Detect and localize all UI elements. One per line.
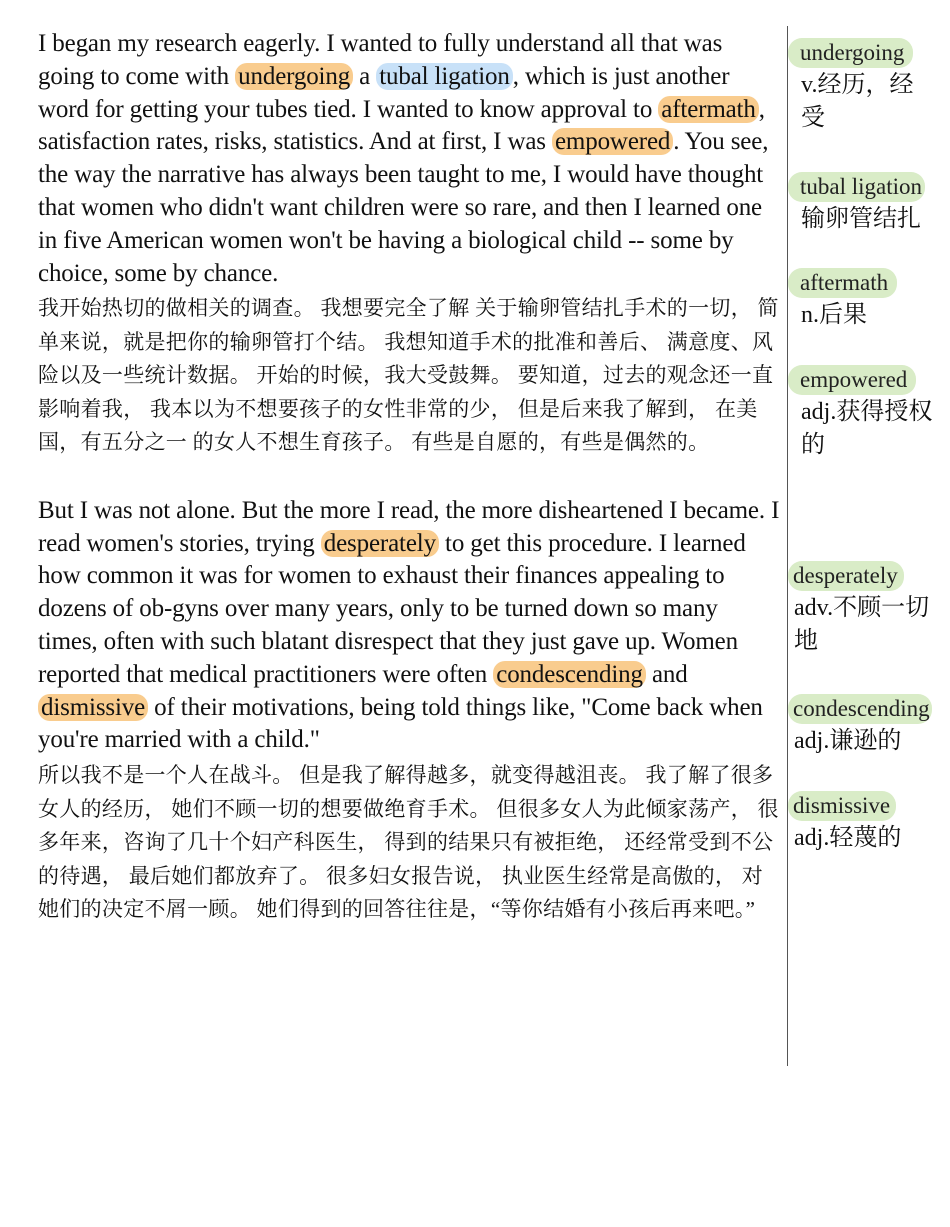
highlighted-term[interactable]: condescending: [493, 661, 646, 688]
vocab-entry: [788, 268, 950, 332]
highlighted-term[interactable]: desperately: [321, 530, 439, 557]
vocab-term[interactable]: condescending: [788, 694, 932, 724]
vocabulary-sidebar: [788, 0, 950, 1227]
vocab-definition: adj.谦逊的: [794, 728, 902, 754]
vocab-definition: 输卵管结扎: [801, 206, 921, 232]
vocab-definition: v.经历，经受: [801, 72, 914, 131]
paragraph-1: [38, 28, 780, 460]
vocab-entry: [788, 365, 950, 462]
highlighted-term[interactable]: undergoing: [235, 63, 353, 90]
vocab-definition: adv.不顾一切地: [794, 595, 930, 654]
vocab-term[interactable]: undergoing: [788, 38, 913, 68]
english-text: I began my research eagerly. I wanted to fully understand all that was going to come with undergoing a tubal ligation , which is just another word for getting your tubes tied. I wanted to know approval to aftermath , satisfaction rates, risks, statistics. And at first, I was empowered . You see, the way the narrative has always been taught to me, I would have thought that women who didn't want children were so rare, and then I learned one in five American women won't be having a biological child -- some by choice, some by chance.: [38, 30, 769, 287]
vocab-term[interactable]: dismissive: [788, 791, 896, 821]
chinese-translation: 我开始热切的做相关的调查。 我想要完全了解 关于输卵管结扎手术的一切， 简单来说，就是把你的输卵管打个结。 我想知道手术的批准和善后、 满意度、风险以及一些统计数据。 开始的时候，我大受鼓舞。 要知道，过去的观念还一直影响着我， 我本以为不想要孩子的女性非常的少， 但是后来我了解到， 在美国，有五分之一 的女人不想生育孩子。 有些是自愿的，有些是偶然的。: [38, 296, 779, 455]
vocab-entry: [788, 561, 950, 658]
vocab-entry: [788, 172, 950, 236]
highlighted-term[interactable]: dismissive: [38, 694, 148, 721]
vocab-term[interactable]: aftermath: [788, 268, 897, 298]
highlighted-term[interactable]: aftermath: [658, 96, 758, 123]
vocab-term[interactable]: tubal ligation: [788, 172, 925, 202]
vocab-entry: [788, 38, 950, 135]
paragraph-2: [38, 495, 780, 927]
vocab-definition: adj.获得授权的: [801, 399, 933, 458]
vocab-entry: [788, 791, 950, 855]
highlighted-term[interactable]: tubal ligation: [376, 63, 513, 90]
vocab-definition: adj.轻蔑的: [794, 825, 902, 851]
chinese-translation: 所以我不是一个人在战斗。 但是我了解得越多，就变得越沮丧。 我了解了很多女人的经历， 她们不顾一切的想要做绝育手术。 但很多女人为此倾家荡产， 很多年来，咨询了几十个妇产科医生， 得到的结果只有被拒绝， 还经常受到不公的待遇， 最后她们都放弃了。 很多妇女报告说， 执业医生经常是高傲的， 对她们的决定不屑一顾。 她们得到的回答往往是，“等你结婚有小孩后再来吧。”: [38, 763, 779, 922]
highlighted-term[interactable]: empowered: [552, 128, 673, 155]
vocab-definition: n.后果: [801, 302, 867, 328]
vocab-term[interactable]: desperately: [788, 561, 904, 591]
vocab-entry: [788, 694, 950, 758]
vocab-term[interactable]: empowered: [788, 365, 916, 395]
article-body: [38, 28, 780, 927]
english-text: But I was not alone. But the more I read, the more disheartened I became. I read women's stories, trying desperately to get this procedure. I learned how common it was for women to exhaust their finances appealing to dozens of ob-gyns over many years, only to be turned down so many times, often with such blatant disrespect that they just gave up. Women reported that medical practitioners were often condescending and dismissive of their motivations, being told things like, "Come back when you're married with a child.": [38, 496, 780, 754]
